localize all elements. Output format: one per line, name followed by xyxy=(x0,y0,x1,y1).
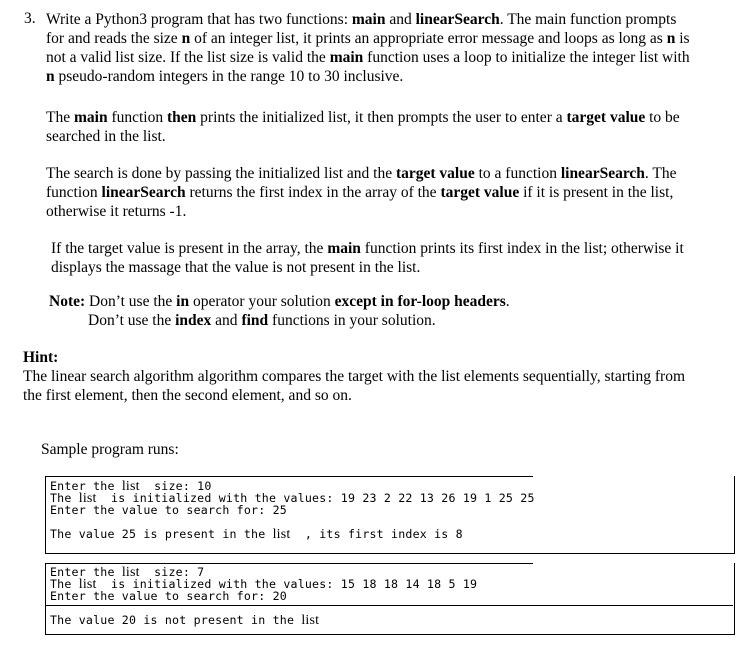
run-2-line-1: Enter the list size: 7 xyxy=(50,565,205,580)
run-1-line-4: The value 25 is present in the list , its first index is 8 xyxy=(50,527,463,542)
run-1-line-1: Enter the list size: 10 xyxy=(50,479,212,494)
run-2-line-2: The list is initialized with the values: 15 18 18 14 18 5 19 xyxy=(50,577,478,592)
sample-runs-title: Sample program runs: xyxy=(41,441,179,458)
run-2-top-gap xyxy=(533,563,734,565)
note-block: Note: Don’t use the in operator your solution except in for-loop headers. Don’t use the index and find functions in your solution. xyxy=(49,293,510,329)
run-1-top-rule xyxy=(45,476,533,477)
question-number: 3. xyxy=(24,10,36,27)
run-1-line-3: Enter the value to search for: 25 xyxy=(50,503,287,517)
note-label: Note: xyxy=(49,293,86,310)
hint-block: Hint: The linear search algorithm algorithm compares the target with the list elements sequentially, starting from the first element, then the second element, and so on. xyxy=(23,349,685,404)
run-2-divider xyxy=(46,605,733,606)
paragraph-output: If the target value is present in the array, the main function prints its first index in the list; otherwise it displays the massage that the value is not present in the list. xyxy=(51,240,684,276)
paragraph-intro: Write a Python3 program that has two functions: main and linearSearch. The main function prompts for and reads the size n of an integer list, it prints an appropriate error message and loops as long as n is not a valid list size. If the list size is valid the main function uses a loop to initialize the integer list with n pseudo-random integers in the range 10 to 30 inclusive. xyxy=(46,11,690,85)
paragraph-search: The search is done by passing the initialized list and the target value to a function linearSearch. The function linearSearch returns the first index in the array of the target value if it is present in the list, otherwise it returns -1. xyxy=(46,165,677,220)
run-2-line-3: Enter the value to search for: 20 xyxy=(50,589,287,603)
run-1-line-2: The list is initialized with the values: 19 23 2 22 13 26 19 1 25 25 xyxy=(50,491,535,506)
paragraph-main-function: The main function then prints the initialized list, it then prompts the user to enter a target value to be searched in the list. xyxy=(46,109,680,145)
hint-label: Hint: xyxy=(23,349,59,366)
run-2-line-4: The value 20 is not present in the list xyxy=(50,613,320,628)
